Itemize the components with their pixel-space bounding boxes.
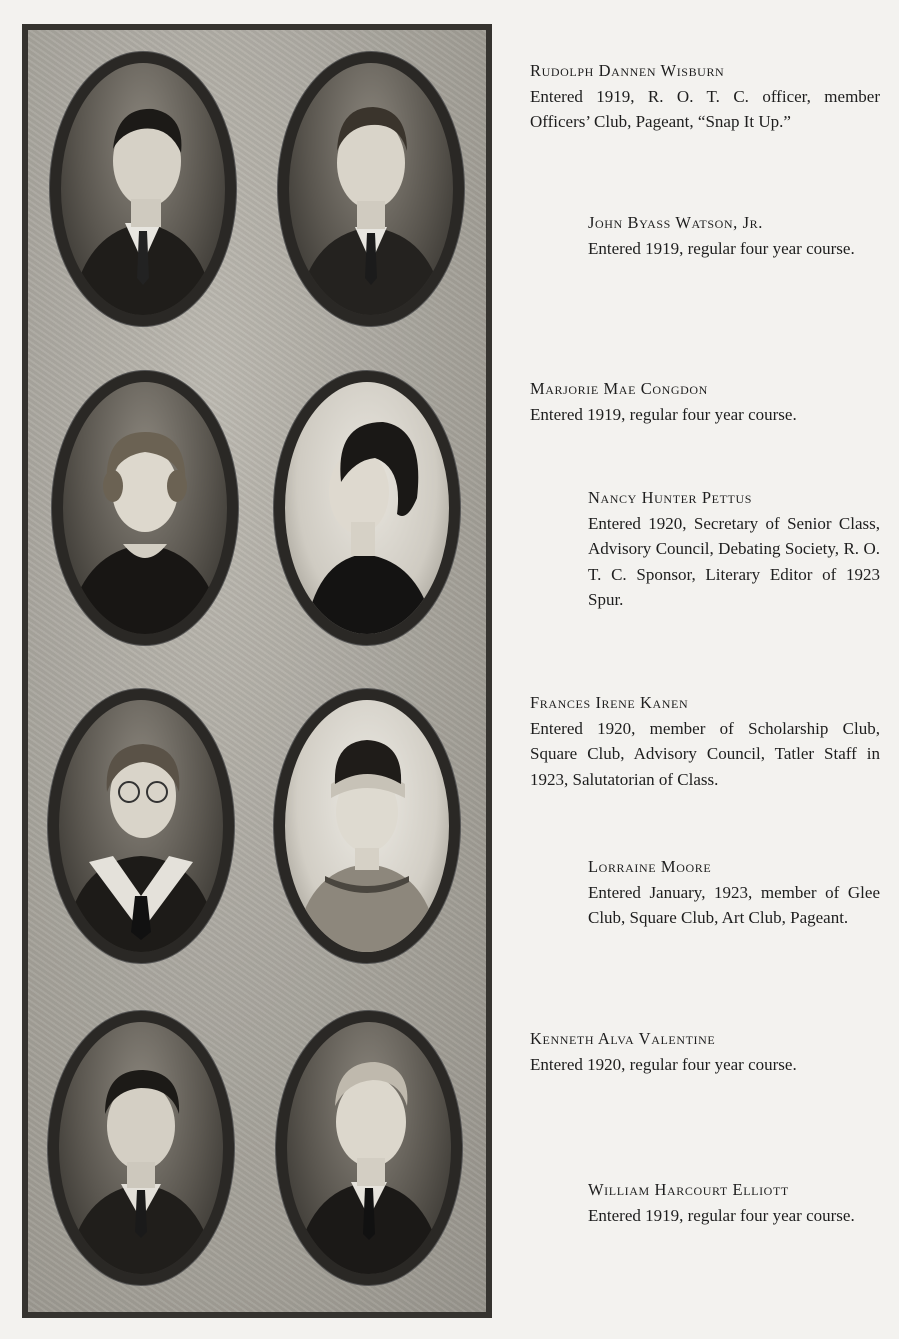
student-name: John Byass Watson, Jr.: [588, 213, 763, 232]
student-details: Entered January, 1923, member of Glee Club, Square Club, Art Club, Pageant.: [588, 882, 880, 927]
female-profile-figure: [285, 382, 449, 634]
student-details: Entered 1920, regular four year course.: [530, 1054, 797, 1074]
student-name: Lorraine Moore: [588, 857, 712, 876]
student-details: Entered 1919, regular four year course.: [588, 1205, 855, 1225]
portrait-rudolph-wisburn: [50, 52, 236, 326]
male-portrait-figure: [59, 1022, 223, 1274]
student-details: Entered 1920, Secretary of Senior Class, Advisory Council, Debating Society, R. O. T. C. Sponsor, Literary Editor of 1923 Spur.: [588, 513, 880, 609]
portrait-william-elliott: [276, 1011, 462, 1285]
student-name: Marjorie Mae Congdon: [530, 379, 708, 398]
portrait-marjorie-congdon: [52, 371, 238, 645]
entry-lorraine-moore: [588, 854, 880, 931]
male-portrait-figure: [289, 63, 453, 315]
student-name: Frances Irene Kanen: [530, 693, 689, 712]
portrait-kenneth-valentine: [48, 1011, 234, 1285]
entry-marjorie-congdon: [530, 376, 885, 427]
student-details: Entered 1920, member of Scholarship Club, Square Club, Advisory Council, Tatler Staff in 1923, Salutatorian of Class.: [530, 718, 880, 789]
male-portrait-figure: [61, 63, 225, 315]
female-portrait-figure: [285, 700, 449, 952]
portrait-john-watson: [278, 52, 464, 326]
portrait-nancy-pettus: [274, 371, 460, 645]
portrait-lorraine-moore: [274, 689, 460, 963]
photo-panel: [22, 24, 492, 1318]
female-portrait-figure: [63, 382, 227, 634]
entry-kenneth-valentine: [530, 1026, 885, 1077]
student-details: Entered 1919, R. O. T. C. officer, member Officers’ Club, Pageant, “Snap It Up.”: [530, 86, 880, 131]
student-name: Kenneth Alva Valentine: [530, 1029, 716, 1048]
entry-frances-kanen: [530, 690, 880, 792]
portrait-frances-kanen: [48, 689, 234, 963]
student-details: Entered 1919, regular four year course.: [588, 238, 855, 258]
entry-rudolph-wisburn: [530, 58, 880, 135]
entry-john-watson: [588, 210, 880, 261]
student-name: William Harcourt Elliott: [588, 1180, 789, 1199]
student-name: Nancy Hunter Pettus: [588, 488, 752, 507]
student-details: Entered 1919, regular four year course.: [530, 404, 797, 424]
male-portrait-figure: [287, 1022, 451, 1274]
student-name: Rudolph Dannen Wisburn: [530, 61, 725, 80]
entry-nancy-pettus: [588, 485, 880, 613]
female-portrait-figure: [59, 700, 223, 952]
entry-william-elliott: [588, 1177, 880, 1228]
